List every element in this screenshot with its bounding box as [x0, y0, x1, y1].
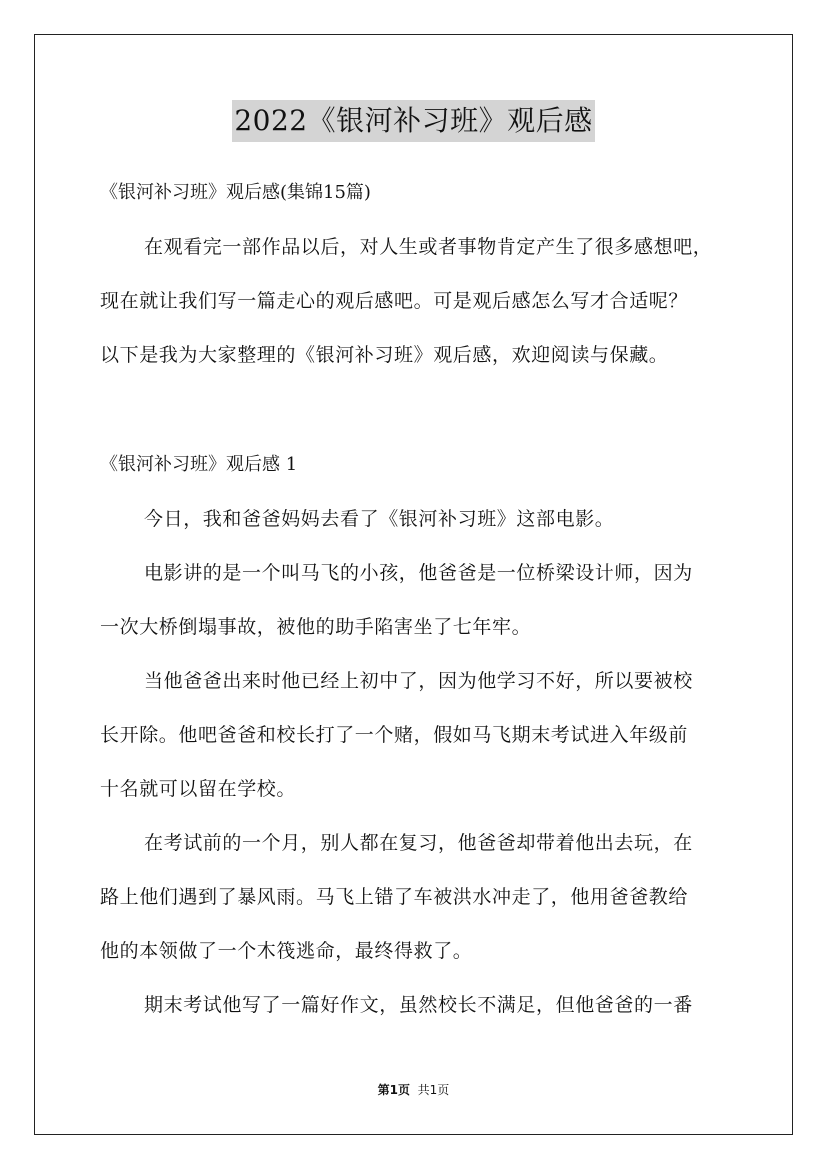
body-paragraph-2: [100, 546, 740, 654]
page-total: 共1页: [417, 1083, 450, 1097]
page-footer: [0, 1082, 827, 1098]
paragraph-line: 电影讲的是一个叫马飞的小孩，他爸爸是一位桥梁设计师，因为: [144, 562, 693, 584]
page-number: 第1页: [377, 1083, 411, 1097]
intro-line: 以下是我为大家整理的《银河补习班》观后感，欢迎阅读与保藏。: [100, 344, 669, 366]
intro-line: 在观看完一部作品以后，对人生或者事物肯定产生了很多感想吧，: [144, 236, 713, 258]
body-paragraph-4: [100, 816, 740, 978]
section-heading: 《银河补习班》观后感 1: [100, 454, 298, 475]
paragraph-line: 当他爸爸出来时他已经上初中了，因为他学习不好，所以要被校: [144, 670, 693, 692]
intro-line: 现在就让我们写一篇走心的观后感吧。可是观后感怎么写才合适呢？: [100, 290, 689, 312]
paragraph-line: 路上他们遇到了暴风雨。马飞上错了车被洪水冲走了，他用爸爸教给: [100, 886, 689, 908]
paragraph-line: 今日，我和爸爸妈妈去看了《银河补习班》这部电影。: [144, 508, 615, 530]
document-title: 2022《银河补习班》观后感: [232, 100, 594, 142]
paragraph-line: 十名就可以留在学校。: [100, 778, 297, 800]
intro-paragraph: [100, 220, 740, 382]
paragraph-line: 他的本领做了一个木筏逃命，最终得救了。: [100, 940, 473, 962]
paragraph-line: 期末考试他写了一篇好作文，虽然校长不满足，但他爸爸的一番: [144, 994, 693, 1016]
body-paragraph-1: [100, 492, 740, 546]
paragraph-line: 一次大桥倒塌事故，被他的助手陷害坐了七年牢。: [100, 616, 532, 638]
title-container: [0, 100, 827, 142]
paragraph-line: 在考试前的一个月，别人都在复习，他爸爸却带着他出去玩，在: [144, 832, 693, 854]
body-paragraph-3: [100, 654, 740, 816]
body-paragraph-5: [100, 978, 740, 1032]
document-subtitle: 《银河补习班》观后感(集锦15篇): [100, 182, 371, 203]
paragraph-line: 长开除。他吧爸爸和校长打了一个赌，假如马飞期末考试进入年级前: [100, 724, 689, 746]
